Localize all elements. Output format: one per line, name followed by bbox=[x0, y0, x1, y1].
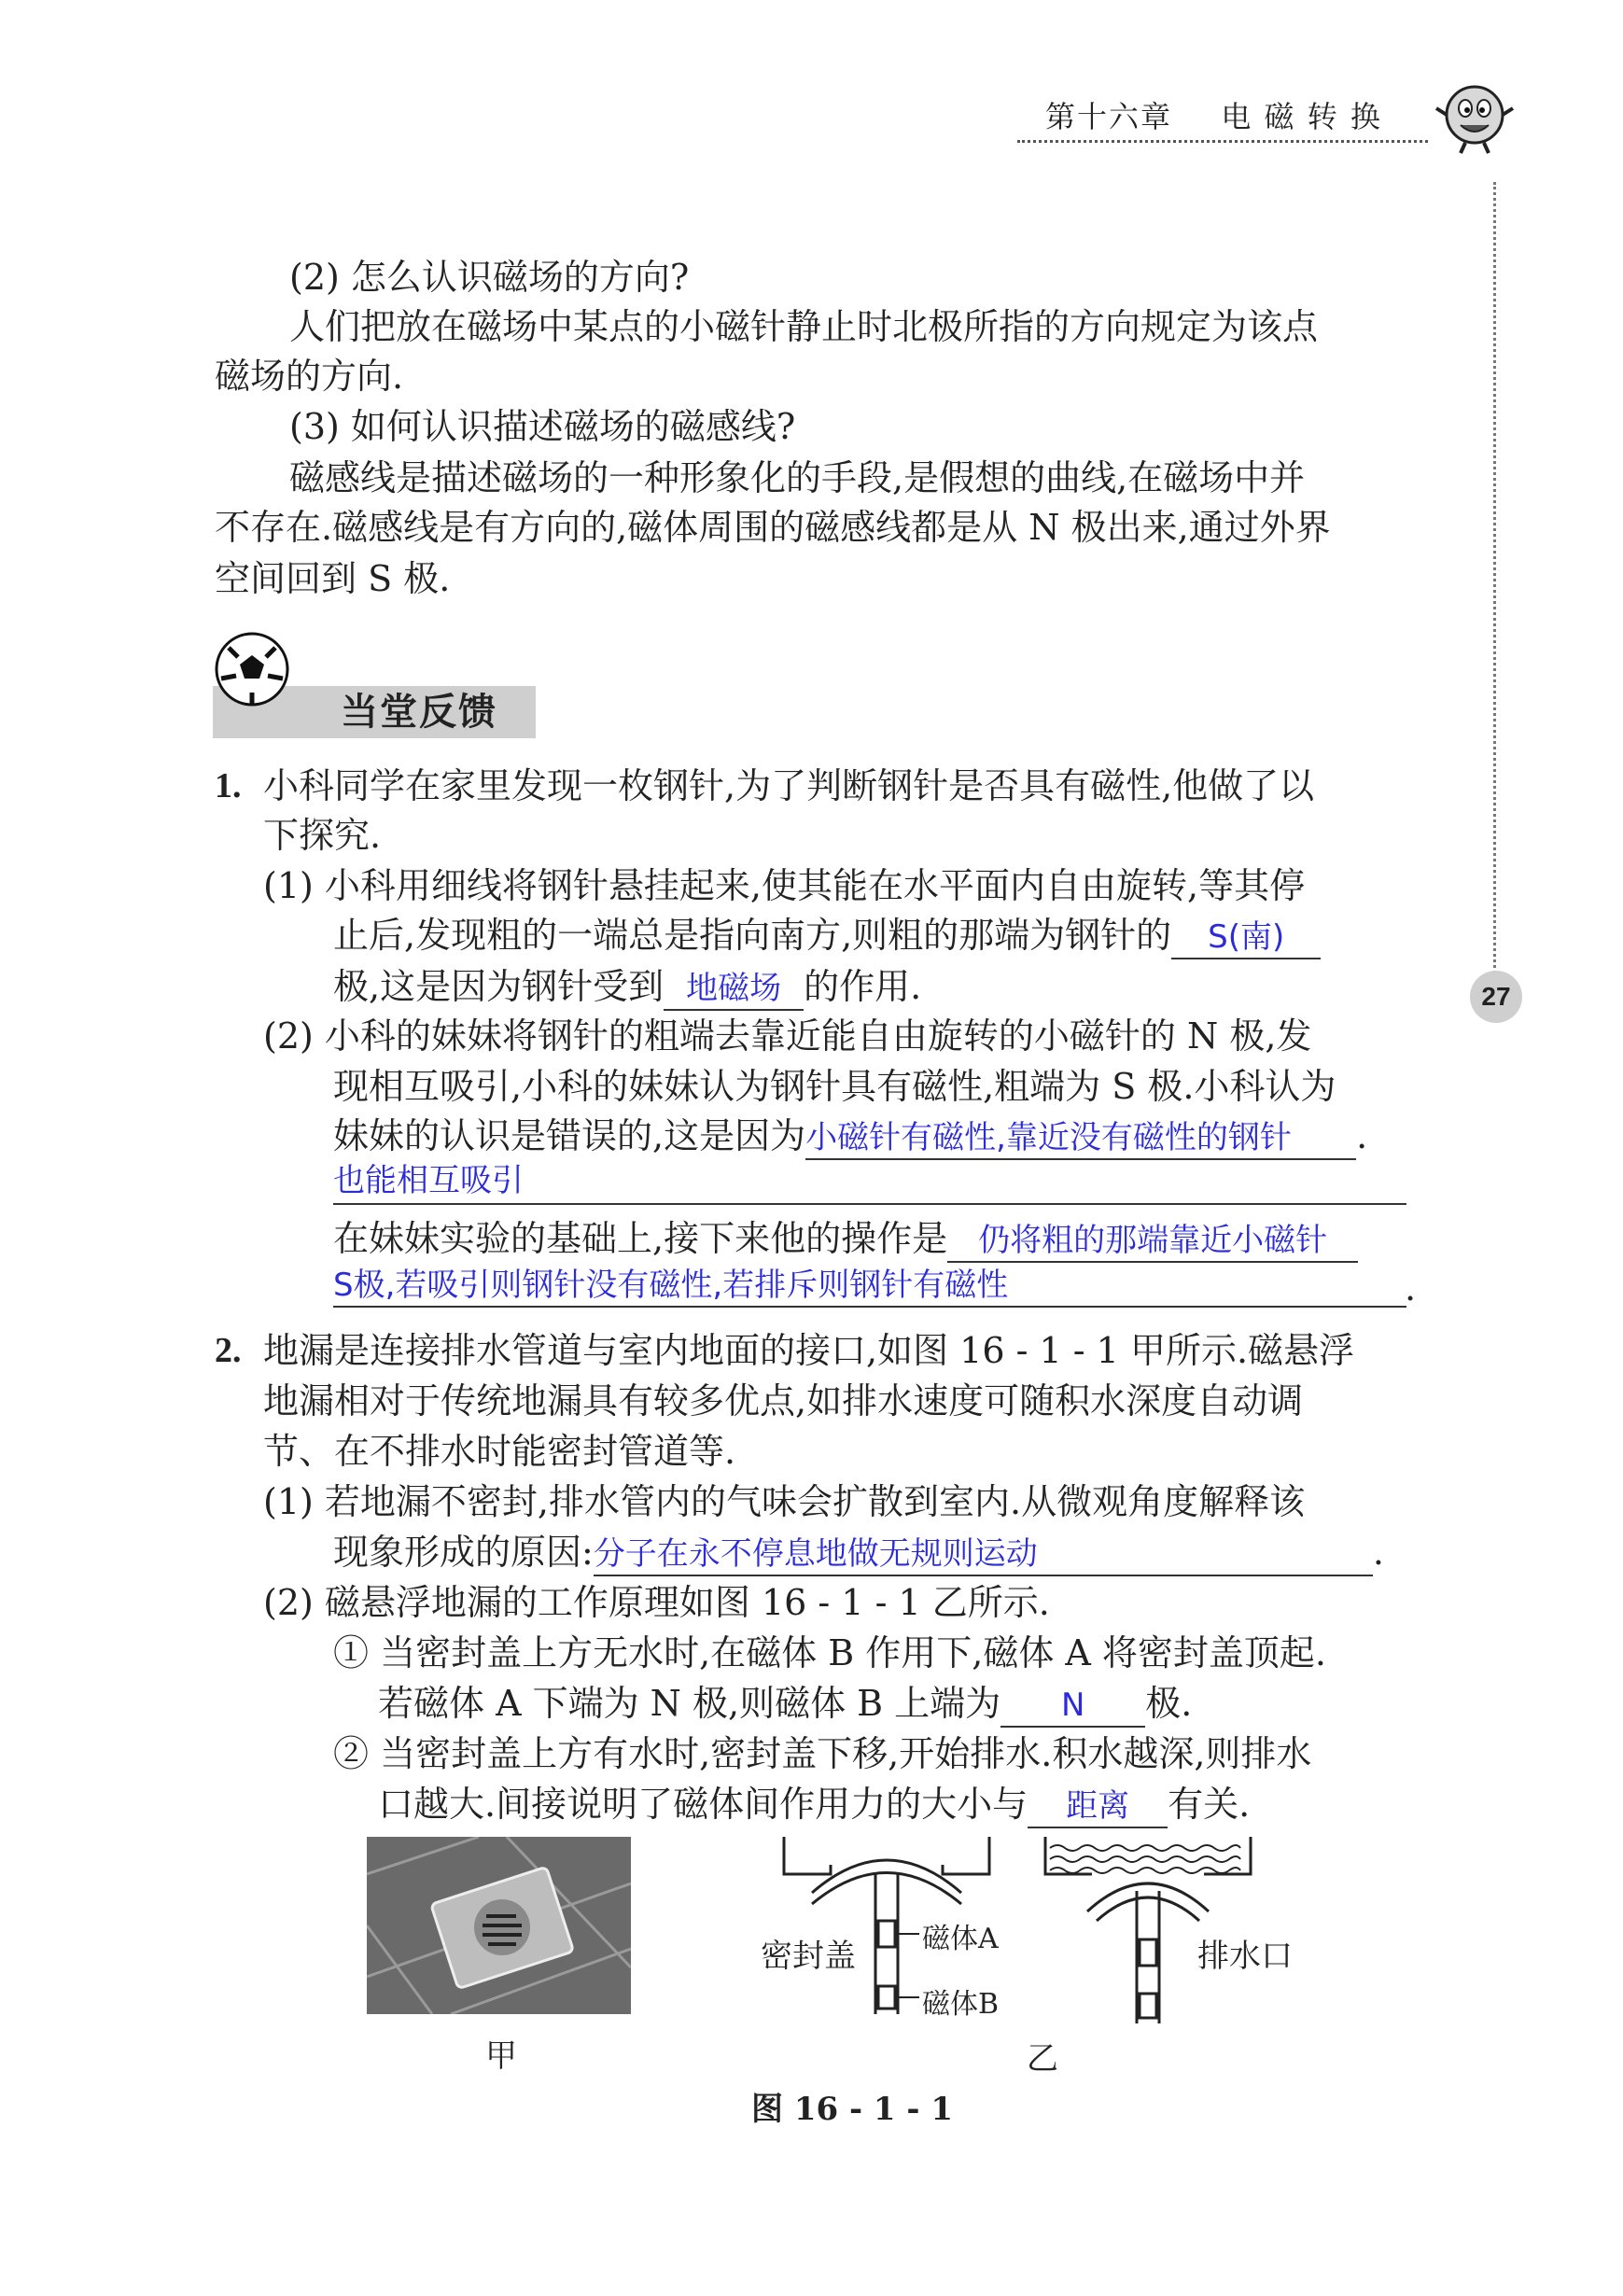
figure-caption: 图 16 - 1 - 1 bbox=[751, 2091, 954, 2128]
chapter-number: 第十六章 bbox=[1045, 99, 1173, 134]
answer-blank-reason[interactable]: 小磁针有磁性,靠近没有磁性的钢针 bbox=[805, 1117, 1356, 1160]
answer-blank-operation[interactable]: 仍将粗的那端靠近小磁针 bbox=[947, 1220, 1358, 1263]
label-drain-outlet: 排水口 bbox=[1197, 1938, 1293, 1975]
q1-part1-line-2: 止后,发现粗的一端总是指向南方,则粗的那端为钢针的 S(南) bbox=[333, 910, 1321, 960]
section-title: 当堂反馈 bbox=[341, 691, 497, 734]
answer-operation-continuation[interactable]: S极,若吸引则钢针没有磁性,若排斥则钢针有磁性 bbox=[333, 1265, 1406, 1308]
label-magnet-b: 磁体B bbox=[922, 1988, 1000, 2021]
answer-blank-pole[interactable]: S(南) bbox=[1171, 917, 1321, 959]
answer-blank-pole-b[interactable]: N bbox=[1000, 1685, 1145, 1728]
question-2-line-1: 地漏是连接排水管道与室内地面的接口,如图 16 - 1 - 1 甲所示.磁悬浮 bbox=[263, 1330, 1355, 1371]
answer-3-line-2: 不存在.磁感线是有方向的,磁体周围的磁感线都是从 N 极出来,通过外界 bbox=[215, 507, 1331, 548]
answer-2-line-2: 磁场的方向. bbox=[215, 356, 404, 397]
question-3-heading: (3) 如何认识描述磁场的磁感线? bbox=[289, 406, 796, 447]
q1-part1-line-3: 极,这是因为钢针受到 地磁场 的作用. bbox=[333, 961, 921, 1012]
q2-part2-line-1: (2) 磁悬浮地漏的工作原理如图 16 - 1 - 1 乙所示. bbox=[263, 1582, 1050, 1623]
mascot-icon bbox=[1433, 73, 1517, 157]
answer-3-line-3: 空间回到 S 极. bbox=[215, 558, 451, 599]
label-seal-cover: 密封盖 bbox=[761, 1938, 856, 1975]
q1-part2-line-3: 妹妹的认识是错误的,这是因为小磁针有磁性,靠近没有磁性的钢针 . bbox=[333, 1111, 1367, 1161]
answer-2-line-1: 人们把放在磁场中某点的小磁针静止时北极所指的方向规定为该点 bbox=[289, 306, 1319, 347]
answer-blank-field[interactable]: 地磁场 bbox=[664, 968, 804, 1011]
q2-sub1-line-2: 若磁体 A 下端为 N 极,则磁体 B 上端为 N 极. bbox=[378, 1678, 1192, 1729]
period: . bbox=[1405, 1267, 1417, 1309]
question-1-line-2: 下探究. bbox=[263, 815, 382, 856]
question-2-line-2: 地漏相对于传统地漏具有较多优点,如排水速度可随积水深度自动调 bbox=[263, 1380, 1304, 1421]
q2-part1-line-2: 现象形成的原因:分子在永不停息地做无规则运动 . bbox=[333, 1527, 1384, 1577]
question-1-line-1: 小科同学在家里发现一枚钢针,为了判断钢针是否具有磁性,他做了以 bbox=[263, 765, 1315, 806]
q1-part2-line-1: (2) 小科的妹妹将钢针的粗端去靠近能自由旋转的小磁针的 N 极,发 bbox=[263, 1015, 1312, 1057]
right-dotted-margin bbox=[1493, 182, 1496, 985]
question-1-number: 1. bbox=[215, 766, 242, 805]
question-2-number: 2. bbox=[215, 1331, 242, 1370]
chapter-title: 电 磁 转 换 bbox=[1221, 99, 1382, 134]
soccer-ball-icon bbox=[210, 627, 294, 711]
question-2-line-3: 节、在不排水时能密封管道等. bbox=[263, 1431, 736, 1472]
answer-blank-distance[interactable]: 距离 bbox=[1028, 1785, 1168, 1828]
answer-blank-reason-2[interactable]: 分子在永不停息地做无规则运动 bbox=[594, 1533, 1373, 1576]
header-divider bbox=[1017, 140, 1428, 143]
answer-3-line-1: 磁感线是描述磁场的一种形象化的手段,是假想的曲线,在磁场中并 bbox=[289, 457, 1306, 498]
figure-label-jia: 甲 bbox=[485, 2037, 517, 2075]
q1-part2-line-2: 现相互吸引,小科的妹妹认为钢针具有磁性,粗端为 S 极.小科认为 bbox=[333, 1066, 1336, 1107]
answer-reason-continuation[interactable]: 也能相互吸引 bbox=[333, 1162, 1406, 1205]
label-magnet-a: 磁体A bbox=[922, 1923, 999, 1955]
q2-sub2-line-1: ② 当密封盖上方有水时,密封盖下移,开始排水.积水越深,则排水 bbox=[333, 1733, 1312, 1774]
q2-part1-line-1: (1) 若地漏不密封,排水管内的气味会扩散到室内.从微观角度解释该 bbox=[263, 1481, 1306, 1522]
q2-sub2-line-2: 口越大.间接说明了磁体间作用力的大小与 距离 有关. bbox=[378, 1779, 1250, 1829]
q1-part2-line-4: 在妹妹实验的基础上,接下来他的操作是 仍将粗的那端靠近小磁针 bbox=[333, 1213, 1358, 1264]
q2-sub1-line-1: ① 当密封盖上方无水时,在磁体 B 作用下,磁体 A 将密封盖顶起. bbox=[333, 1632, 1327, 1673]
chapter-header bbox=[1045, 93, 1382, 136]
q1-part1-line-1: (1) 小科用细线将钢针悬挂起来,使其能在水平面内自由旋转,等其停 bbox=[263, 865, 1306, 906]
question-2-heading: (2) 怎么认识磁场的方向? bbox=[289, 257, 690, 298]
floor-drain-photo bbox=[367, 1837, 631, 2014]
page-number: 27 bbox=[1470, 971, 1522, 1023]
figure-label-yi: 乙 bbox=[1027, 2040, 1058, 2078]
